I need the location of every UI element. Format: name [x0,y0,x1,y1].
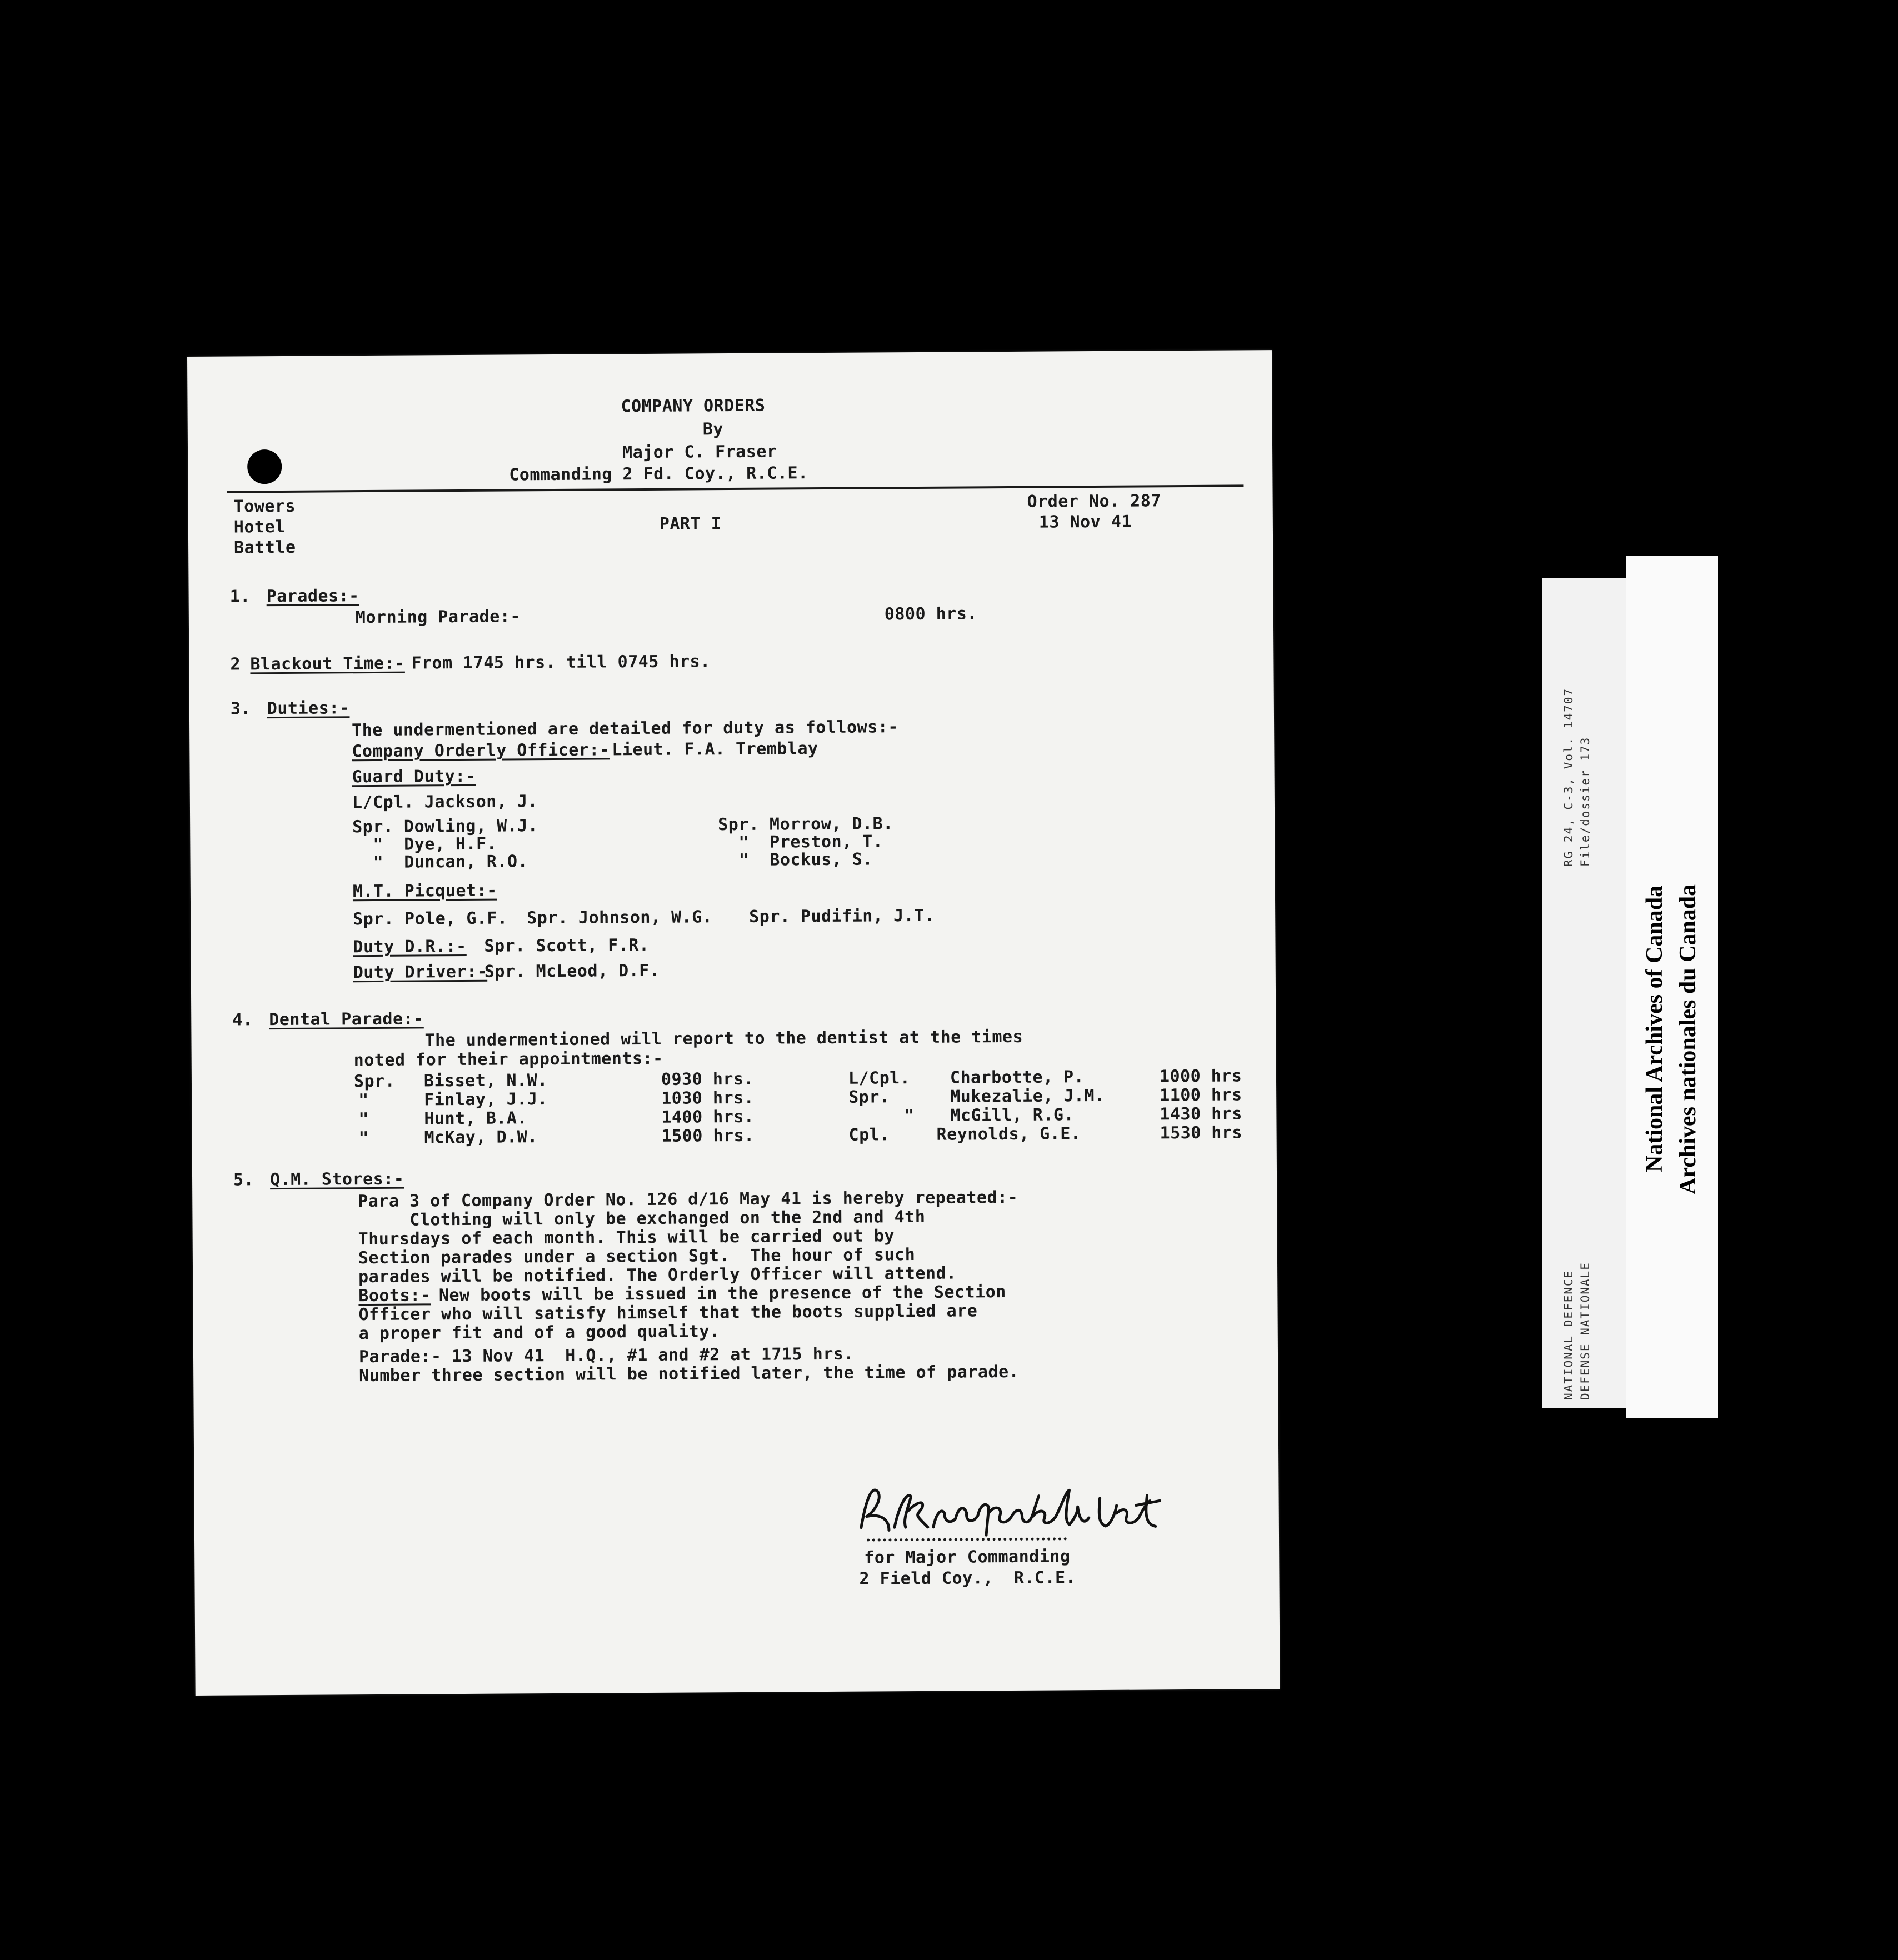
guard-right-2: " Preston, T. [718,832,883,853]
dental-time-6: 1430 hrs [1160,1104,1242,1124]
boots-line-3: a proper fit and of a good quality. [358,1322,720,1344]
archive-ref-line-2: File/dossier 173 [1579,736,1592,867]
duty-driver-name: Spr. McLeod, D.F. [484,961,660,982]
signatory-line-1: for Major Commanding [864,1547,1071,1568]
order-number: Order No. 287 [1027,491,1162,512]
duty-dr-name: Spr. Scott, F.R. [484,935,650,956]
dental-name-7: McKay, D.W. [424,1127,538,1148]
dental-line-1: The undermentioned will report to the dentist at the times [424,1027,1023,1051]
signature-dotted-line [867,1537,1067,1541]
dental-time-8: 1530 hrs [1160,1123,1243,1143]
guard-right-3: " Bockus, S. [718,849,873,871]
qm-line-4: Section parades under a section Sgt. The hour of such [358,1245,916,1268]
dental-time-1: 0930 hrs. [661,1069,755,1089]
boots-label: Boots:- [358,1286,431,1306]
location-line-2: Hotel [233,517,286,537]
guard-left-1: Spr. Dowling, W.J. [352,816,538,837]
document-page [187,350,1280,1696]
guard-lead: L/Cpl. Jackson, J. [352,792,538,813]
qm-line-3: Thursdays of each month. This will be carried out by [358,1226,895,1249]
archives-canada-label [1626,556,1718,1418]
handwritten-signature [855,1473,1167,1541]
section-1-title: Parades:- [266,586,359,607]
dental-name-3: Finlay, J.J. [424,1089,548,1110]
qm-line-5: parades will be notified. The Orderly Officer will attend. [358,1263,957,1287]
morning-parade-time: 0800 hrs. [884,604,978,624]
section-2-number: 2 [230,654,241,674]
section-3-title: Duties:- [267,698,350,719]
boots-line-1: New boots will be issued in the presence of the Section [428,1282,1006,1306]
doc-officer: Major C. Fraser [622,442,777,463]
doc-title: COMPANY ORDERS [621,396,766,417]
location-line-1: Towers [233,496,296,517]
archives-name-english: National Archives of Canada [1642,885,1667,1172]
punch-hole [247,449,282,484]
dental-rank-3: " [358,1091,369,1111]
mt-picquet-2: Spr. Johnson, W.G. [527,907,713,928]
section-3-number: 3. [230,699,252,719]
dental-time-7: 1500 hrs. [661,1126,755,1146]
guard-left-2: " Dye, H.F. [352,834,497,855]
parade-line: Parade:- 13 Nov 41 H.Q., #1 and #2 at 1715 hrs. [358,1344,855,1367]
mt-picquet-3: Spr. Pudifin, J.T. [749,906,935,927]
dental-name-5: Hunt, B.A. [424,1108,528,1129]
dental-name-4: Mukezalie, J.M. [950,1086,1105,1107]
blackout-time: From 1745 hrs. till 0745 hrs. [411,652,711,673]
section-5-title: Q.M. Stores:- [269,1169,404,1190]
dental-rank-1: Spr. [353,1071,396,1092]
dental-rank-4: Spr. [848,1087,890,1107]
dental-time-4: 1100 hrs [1160,1085,1242,1106]
archive-ref-line-1: RG 24, C-3, Vol. 14707 [1562,687,1575,867]
mt-picquet-label: M.T. Picquet:- [352,881,497,902]
part-label: PART I [659,514,722,534]
dental-rank-7: " [358,1128,369,1148]
dental-time-5: 1400 hrs. [661,1107,755,1127]
duty-driver-label: Duty Driver:- [353,962,488,983]
qm-line-2: Clothing will only be exchanged on the 2nd and 4th [358,1207,926,1231]
duty-dr-label: Duty D.R.:- [353,936,467,957]
dental-rank-5: " [358,1109,369,1129]
dental-name-2: Charbotte, P. [950,1067,1085,1088]
mt-picquet-1: Spr. Pole, G.F. [353,908,508,929]
national-defence-label: NATIONAL DEFENCE [1562,1269,1575,1400]
dental-line-2: noted for their appointments:- [353,1048,663,1071]
section-4-number: 4. [232,1010,253,1030]
notify-line: Number three section will be notified later, the time of parade. [359,1362,1020,1386]
dental-name-6: McGill, R.G. [950,1105,1075,1126]
boots-line-2: Officer who will satisfy himself that the boots supplied are [358,1301,978,1325]
guard-left-3: " Duncan, R.O. [352,852,528,873]
doc-command: Commanding 2 Fd. Coy., R.C.E. [509,463,808,485]
defense-nationale-label: DEFENSE NATIONALE [1579,1262,1592,1400]
archives-name-french: Archives nationales du Canada [1675,884,1701,1194]
dental-rank-8: Cpl. [848,1125,890,1145]
dental-time-2: 1000 hrs [1159,1066,1242,1087]
coo-label: Company Orderly Officer:- [352,740,610,762]
order-date: 13 Nov 41 [1038,512,1132,532]
dental-name-1: Bisset, N.W. [423,1071,548,1091]
doc-by: By [702,419,724,439]
duties-intro: The undermentioned are detailed for duty as follows:- [352,717,898,741]
location-line-3: Battle [233,537,296,558]
morning-parade-label: Morning Parade:- [355,607,521,628]
guard-right-1: Spr. Morrow, D.B. [718,814,893,835]
guard-duty-label: Guard Duty:- [352,766,476,787]
dental-rank-2: L/Cpl. [848,1068,911,1088]
section-1-number: 1. [229,587,251,607]
dental-time-3: 1030 hrs. [661,1088,755,1108]
dental-name-8: Reynolds, G.E. [936,1124,1081,1144]
qm-line-1: Para 3 of Company Order No. 126 d/16 May 41 is hereby repeated:- [358,1187,1018,1212]
coo-name: Lieut. F.A. Tremblay [612,739,818,760]
section-5-number: 5. [233,1170,254,1190]
dental-rank-6: " [904,1106,915,1126]
section-4-title: Dental Parade:- [269,1009,424,1030]
section-2-title: Blackout Time:- [250,653,405,674]
archive-reference-strip [1542,578,1631,1408]
signatory-line-2: 2 Field Coy., R.C.E. [859,1568,1076,1589]
